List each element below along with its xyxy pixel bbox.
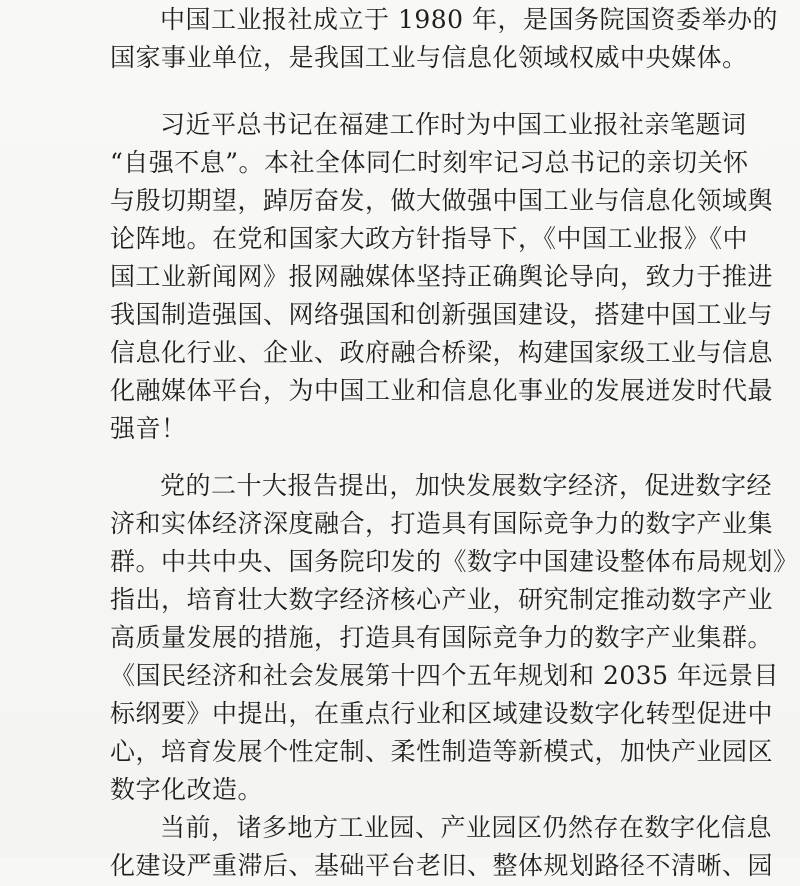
text-line: 与殷切期望，踔厉奋发，做大做强中国工业与信息化领域舆: [110, 186, 774, 215]
text-line: 高质量发展的措施，打造具有国际竞争力的数字产业集群。: [110, 623, 774, 652]
text-line: 数字化改造。: [110, 775, 264, 804]
text-line: 当前，诸多地方工业园、产业园区仍然存在数字化信息: [160, 813, 773, 842]
text-line: 国工业新闻网》报网融媒体坚持正确舆论导向，致力于推进: [110, 262, 774, 291]
text-line: 信息化行业、企业、政府融合桥梁，构建国家级工业与信息: [110, 338, 774, 367]
text-line: 党的二十大报告提出，加快发展数字经济，促进数字经: [160, 471, 773, 500]
text-line: 济和实体经济深度融合，打造具有国际竞争力的数字产业集: [110, 509, 774, 538]
text-line: 群。中共中央、国务院印发的《数字中国建设整体布局规划》: [110, 547, 799, 576]
text-line: 强音！: [110, 414, 187, 443]
text-line: 标纲要》中提出，在重点行业和区域建设数字化转型促进中: [110, 699, 774, 728]
text-line: “自强不息”。本社全体同仁时刻牢记习总书记的亲切关怀: [110, 148, 749, 177]
text-line: 化建设严重滞后、基础平台老旧、整体规划路径不清晰、园: [110, 851, 774, 880]
text-line: 中国工业报社成立于 1980 年，是国务院国资委举办的: [160, 5, 779, 34]
text-line: 《国民经济和社会发展第十四个五年规划和 2035 年远景目: [110, 661, 780, 690]
text-line: 我国制造强国、网络强国和创新强国建设，搭建中国工业与: [110, 300, 774, 329]
text-line: 习近平总书记在福建工作时为中国工业报社亲笔题词: [160, 110, 747, 139]
text-line: 指出，培育壮大数字经济核心产业，研究制定推动数字产业: [110, 585, 774, 614]
text-line: 论阵地。在党和国家大政方针指导下，《中国工业报》《中: [110, 224, 749, 253]
text-line: 国家事业单位，是我国工业与信息化领域权威中央媒体。: [110, 43, 748, 72]
text-line: 心，培育发展个性定制、柔性制造等新模式，加快产业园区: [110, 737, 774, 766]
text-line: 化融媒体平台，为中国工业和信息化事业的发展迸发时代最: [110, 376, 774, 405]
